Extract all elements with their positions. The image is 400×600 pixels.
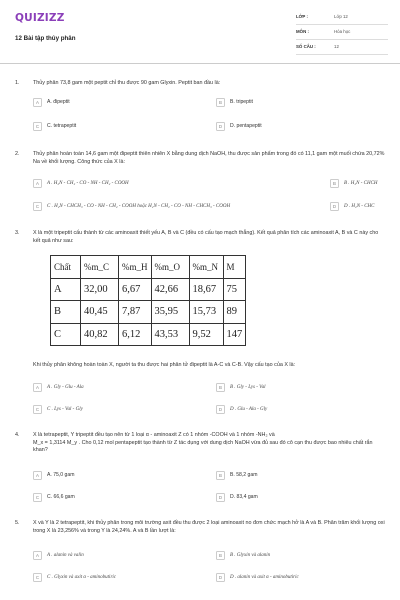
option-text: D . Glu - Ala - Gly	[230, 406, 268, 412]
table-cell: 6,67	[119, 278, 152, 301]
meta-subject-value: Hóa học	[334, 29, 351, 34]
option-key: C	[33, 122, 42, 131]
option-key: D	[216, 573, 225, 582]
question-text: Thủy phân 73,8 gam một peptit chỉ thu được 90 gam Glyxin. Peptit ban đầu là:	[33, 80, 221, 86]
question-number: 1.	[15, 80, 20, 86]
table-cell: 18,67	[189, 278, 223, 301]
table-header-cell: Chất	[51, 256, 81, 279]
table-header-cell: M	[223, 256, 246, 279]
table-cell: 40,45	[81, 301, 119, 324]
table-header-cell: %m_C	[81, 256, 119, 279]
option-text: C. tetrapeptit	[47, 123, 77, 129]
option-key: A	[33, 98, 42, 107]
option-b[interactable]	[216, 97, 253, 107]
question-number: 2.	[15, 151, 20, 157]
option-a[interactable]	[33, 470, 74, 480]
question-text: X là một tripeptit cấu thành từ các aminoaxit thiết yếu A, B và C (đều có cấu tạo mạch thẳng). Kết quả phân tích các aminoaxit A, B và C này cho kết quả như sau:	[33, 230, 379, 244]
option-text: A . Gly - Glu - Ala	[47, 384, 84, 390]
option-text: C . Glyxin và axit α - aminobutiric	[47, 574, 117, 580]
option-key: C	[33, 573, 42, 582]
option-text: C . Lys - Val - Gly	[47, 406, 83, 412]
option-text: B . Gly - Lys - Val	[230, 384, 266, 390]
question-text	[33, 432, 385, 455]
table-cell: 89	[223, 301, 246, 324]
option-key: A	[33, 551, 42, 560]
meta-count-label: SỐ CÂU :	[296, 44, 316, 49]
option-d[interactable]	[216, 572, 299, 582]
option-key: B	[330, 179, 339, 188]
table-cell: 6,12	[119, 323, 152, 346]
option-key: C	[33, 493, 42, 502]
question-text-line-1: X là tetrapeptit, Y tripeptit đều tạo nên từ 1 loại α - aminoaxit Z có 1 nhóm -COOH và 1 nhóm -NH₂ và	[33, 432, 275, 438]
table-cell: B	[51, 301, 81, 324]
table-cell: A	[51, 278, 81, 301]
table-cell: 7,87	[119, 301, 152, 324]
option-key: A	[33, 179, 42, 188]
question-followup-text: Khi thủy phân không hoàn toàn X, người ta thu được hai phân tử đipeptit là A-C và C-B. Vậy cấu tạo của X là:	[33, 362, 296, 368]
table-row	[51, 278, 246, 301]
option-a[interactable]	[33, 178, 129, 188]
table-row	[51, 323, 246, 346]
option-c[interactable]	[33, 404, 83, 414]
table-cell: C	[51, 323, 81, 346]
option-key: B	[216, 551, 225, 560]
option-text: B. 58,2 gam	[230, 472, 258, 478]
table-header-cell: %m_O	[151, 256, 189, 279]
table-cell: 9,52	[189, 323, 223, 346]
option-d[interactable]	[216, 121, 262, 131]
option-c[interactable]	[33, 572, 116, 582]
table-cell: 15,73	[189, 301, 223, 324]
option-key: B	[216, 98, 225, 107]
option-b[interactable]	[216, 550, 270, 560]
option-c[interactable]	[33, 492, 75, 502]
question-text: Thủy phân hoàn toàn 14,6 gam một đipeptit thiên nhiên X bằng dung dịch NaOH, thu được sản phẩm trong đó có 11,1 gam một muối chứa 20,72% Na về khối lượng. Công thức của X là:	[33, 151, 385, 165]
table-cell: 32,00	[81, 278, 119, 301]
option-text: C . H₂N - CHCH₃ - CO - NH - CH₂ - COOH hoặc H₂N - CH₂ - CO - NH - CHCH₃ - COOH	[47, 203, 231, 209]
option-b[interactable]	[330, 178, 378, 188]
option-text: B. tripeptit	[230, 99, 253, 105]
option-c[interactable]	[33, 201, 230, 211]
option-text: D . H₂N - CHC	[344, 203, 375, 209]
option-d[interactable]	[216, 492, 258, 502]
option-text: A. đipeptit	[47, 99, 70, 105]
quizizz-logo: QUIZIZZ	[15, 12, 65, 24]
table-cell: 75	[223, 278, 246, 301]
meta-subject-label: MÔN :	[296, 29, 309, 34]
question-number: 4.	[15, 432, 20, 438]
table-header-row	[51, 256, 246, 279]
option-c[interactable]	[33, 121, 76, 131]
table-row	[51, 301, 246, 324]
option-text: A . H₂N - CH₂ - CO - NH - CH₂ - COOH	[47, 180, 129, 186]
option-key: B	[216, 471, 225, 480]
table-cell: 147	[223, 323, 246, 346]
option-b[interactable]	[216, 470, 257, 480]
table-cell: 42,66	[151, 278, 189, 301]
option-key: D	[330, 202, 339, 211]
option-a[interactable]	[33, 382, 84, 392]
question-number: 3.	[15, 230, 20, 236]
option-text: D. 83,4 gam	[230, 494, 258, 500]
option-text: B . Glyxin và alanin	[230, 552, 271, 558]
option-text: A . alanin và valin	[47, 552, 84, 558]
meta-count-value: 12	[334, 44, 339, 49]
meta-subject	[296, 26, 388, 40]
option-text: A. 75,0 gam	[47, 472, 75, 478]
option-key: C	[33, 202, 42, 211]
composition-table	[50, 255, 246, 346]
table-header-cell: %m_N	[189, 256, 223, 279]
option-a[interactable]	[33, 97, 70, 107]
option-d[interactable]	[330, 201, 375, 211]
meta-class-label: LỚP :	[296, 14, 308, 19]
option-key: A	[33, 471, 42, 480]
option-text: C. 66,6 gam	[47, 494, 75, 500]
option-text: D . alanin và axit α - aminobutiric	[230, 574, 299, 580]
option-key: B	[216, 383, 225, 392]
question-number: 5.	[15, 520, 20, 526]
table-cell: 43,53	[151, 323, 189, 346]
option-key: C	[33, 405, 42, 414]
worksheet-header	[0, 0, 400, 64]
option-key: A	[33, 383, 42, 392]
question-text: X và Y là 2 tetrapeptit, khi thủy phân trong môi trường axit đều thu được 2 loại aminoaxit no đơn chức mạch hở là A và B. Phân trăm khối lượng oxi trong X là 23,256% và trong Y là 24,24%. A và B lần lượt là:	[33, 520, 385, 534]
meta-count	[296, 41, 388, 55]
table-header-cell: %m_H	[119, 256, 152, 279]
option-d[interactable]	[216, 404, 267, 414]
question-text-line-2: M_x = 1,3114 M_y . Cho 0,12 mol pentapeptit tạo thành từ Z tác dụng với dung dịch NaOH vừa đủ sau đó cô cạn thu được bao nhiêu chất rắn khan?	[33, 439, 373, 454]
option-key: D	[216, 493, 225, 502]
option-a[interactable]	[33, 550, 84, 560]
option-key: D	[216, 405, 225, 414]
table-cell: 40,82	[81, 323, 119, 346]
option-text: D. pentapeptit	[230, 123, 262, 129]
meta-class-value: Lớp 12	[334, 14, 348, 19]
option-b[interactable]	[216, 382, 266, 392]
worksheet-title: 12 Bài tập thủy phân	[15, 35, 76, 42]
option-text: B . H₂N - CHCH	[344, 180, 378, 186]
table-cell: 35,95	[151, 301, 189, 324]
meta-class	[296, 11, 388, 25]
option-key: D	[216, 122, 225, 131]
